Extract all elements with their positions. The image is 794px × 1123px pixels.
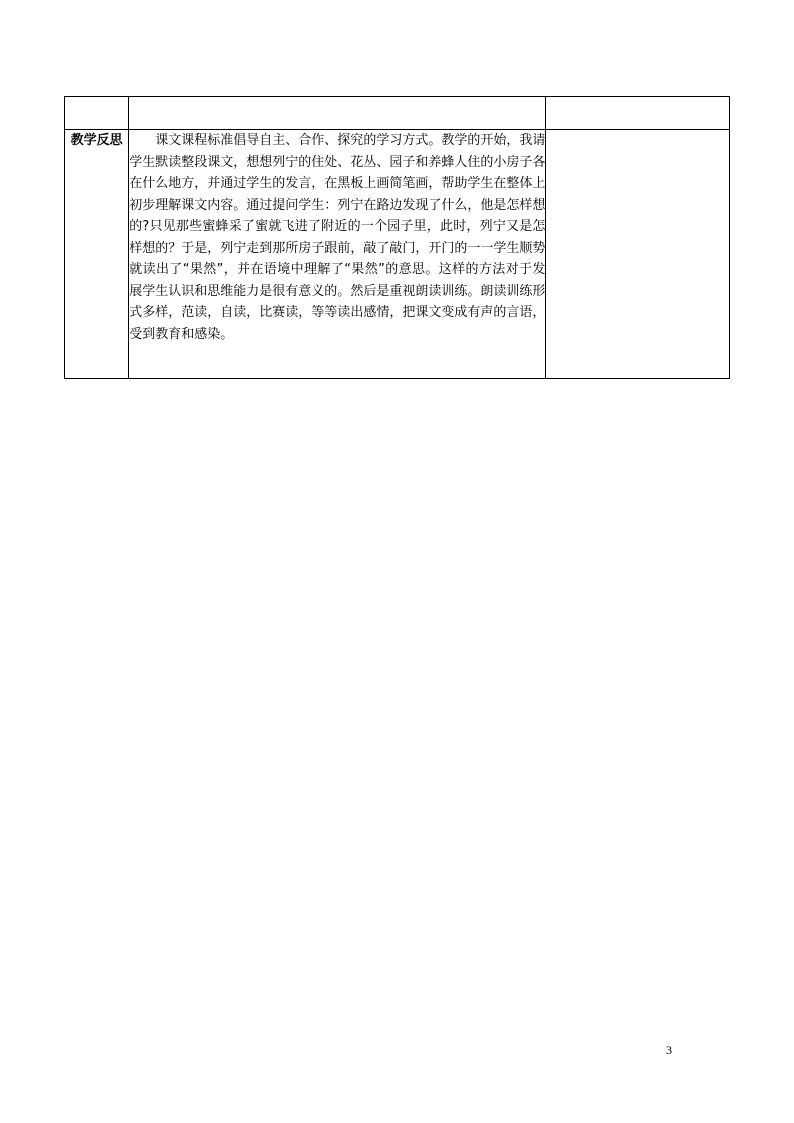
reflection-label: 教学反思 [65, 130, 129, 379]
table-row-empty [65, 97, 730, 130]
lesson-plan-table [64, 96, 730, 379]
reflection-paragraph: 课文课程标准倡导自主、合作、探究的学习方式。教学的开始，我请学生默读整段课文，想想列宁的住处、花丛、园子和养蜂人住的小房子各在什么地方，并通过学生的发言，在黑板上画简笔画，帮助学生在整体上初步理解课文内容。通过提问学生：列宁在路边发现了什么，他是怎样想的?只见那些蜜蜂采了蜜就飞进了附近的一个园子里，此时，列宁又是怎样想的？于是，列宁走到那所房子跟前，敲了敲门，开门的一一学生顺势就读出了“果然”，并在语境中理解了“果然”的意思。这样的方法对于发展学生认识和思维能力是很有意义的。然后是重视朗读训练。朗读训练形式多样，范读，自读，比赛读，等等读出感情，把课文变成有声的言语，受到教育和感染。 [129, 133, 546, 342]
page-number: 3 [666, 1043, 672, 1057]
reflection-content-cell [129, 130, 546, 379]
empty-side-cell [546, 97, 730, 130]
table-row-reflection [65, 130, 730, 379]
empty-main-cell [129, 97, 546, 130]
reflection-side-cell [546, 130, 730, 379]
empty-label-cell [65, 97, 129, 130]
